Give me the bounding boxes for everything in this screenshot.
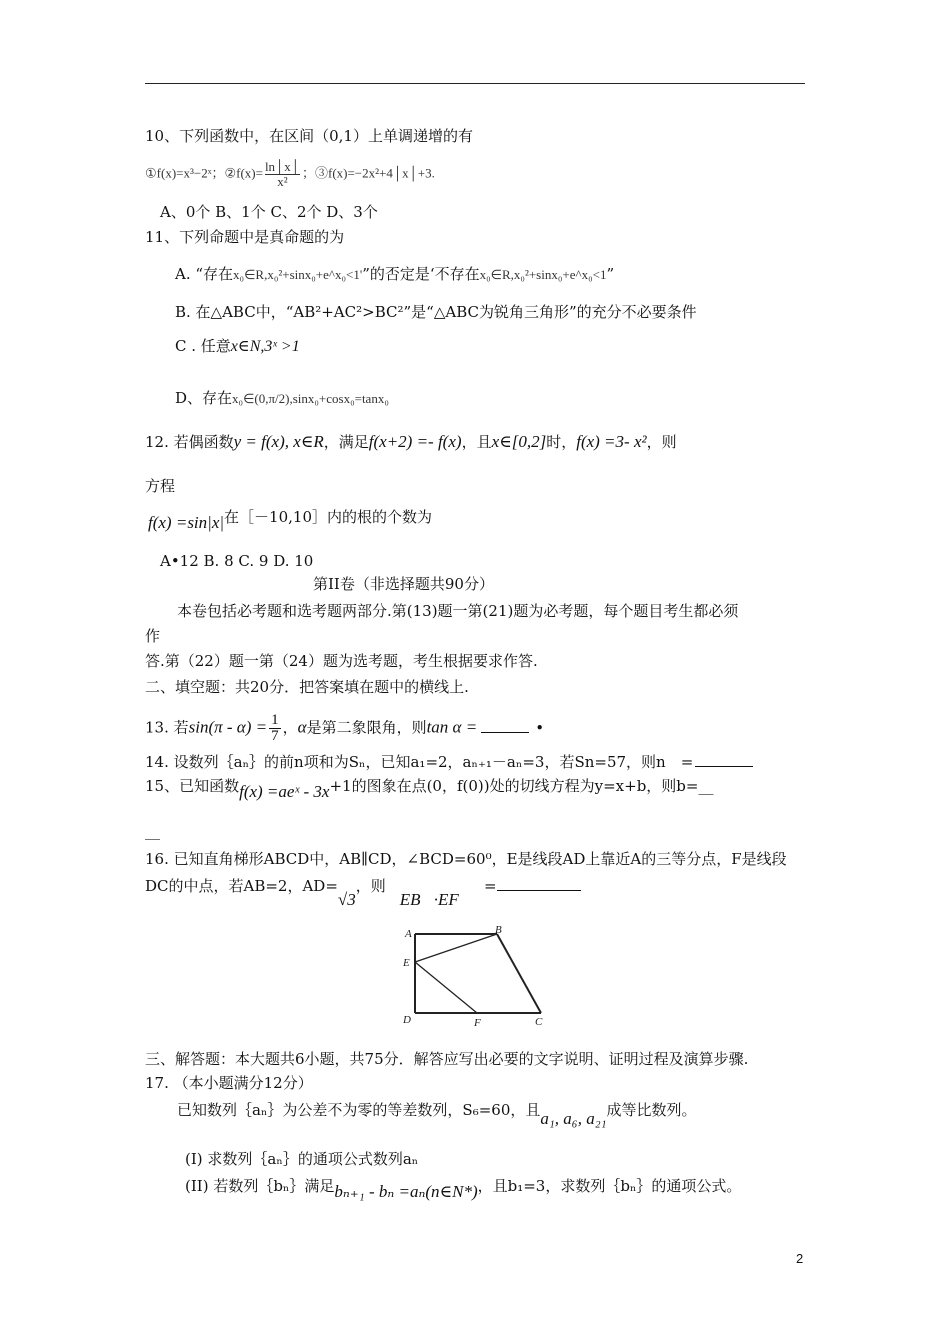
label-f: F	[474, 1017, 481, 1029]
q14-text: 14. 设数列｛aₙ｝的前n项和为Sₙ，已知a₁=2，aₙ₊₁－aₙ=3，若Sn=57，则n =	[145, 753, 694, 771]
q13-post: 是第二象限角，则	[306, 718, 427, 737]
q17-part2	[185, 1177, 742, 1201]
q17-p2-math: bₙ₊₁ - bₙ =aₙ(n∈N*)	[334, 1182, 478, 1201]
q10-frac-den: x²	[277, 174, 288, 189]
part2-heading: 第II卷（非选择题共90分）	[313, 575, 494, 593]
q12-t2: ，且	[461, 433, 492, 451]
q17-p2-pre: (II) 若数列｛bₙ｝满足	[185, 1177, 335, 1195]
q14	[145, 752, 753, 771]
q12-t1: ，满足	[323, 433, 369, 451]
part3-title: 三、解答题：本大题共6小题，共75分．解答应写出必要的文字说明、证明过程及演算步骤.	[145, 1050, 749, 1068]
q11-d-pre: D、存在	[175, 389, 233, 407]
q17-head: 17. （本小题满分12分）	[145, 1074, 313, 1092]
q11-c-pre: C . 任意	[175, 337, 231, 355]
q11-stem: 11、下列命题中是真命题的为	[145, 228, 345, 246]
page-number: 2	[796, 1251, 804, 1266]
q13-frac-den: 7	[271, 728, 279, 744]
label-b: B	[495, 924, 502, 936]
q11-a-end: ”	[606, 265, 615, 283]
segment-eb	[415, 934, 497, 962]
q17-stem-post: 成等比数列。	[606, 1101, 697, 1119]
q12-options: A•12 B. 8 C. 9 D. 10	[160, 552, 314, 570]
fill-section-title: 二、填空题：共20分．把答案填在题中的横线上.	[145, 678, 469, 696]
label-c: C	[535, 1016, 543, 1028]
q13-fraction	[269, 713, 281, 744]
label-d: D	[403, 1014, 411, 1026]
q13-alpha: α	[297, 717, 307, 737]
q16-line2	[145, 876, 581, 909]
q16-line2-post: =	[484, 877, 497, 895]
q16-sqrt: √3	[337, 890, 356, 909]
q16-line2-mid: ，则	[355, 877, 386, 895]
q12-m1: y = f(x), x∈R	[233, 432, 324, 451]
q13	[145, 713, 544, 744]
q12-m3: x∈[0,2]	[491, 432, 547, 451]
q10-funcs-a: ①f(x)=x³−2ˣ；②f(x)=	[145, 165, 263, 181]
q11-c-math: x∈N,3ˣ >1	[230, 338, 300, 355]
q11-option-b: B. 在△ABC中，“AB²+AC²>BC²”是“△ABC为锐角三角形”的充分不必要条件	[175, 303, 697, 321]
q11-a-pre: A. “存在	[175, 265, 234, 283]
q15	[145, 777, 714, 801]
q15-cont: __	[145, 822, 160, 840]
q17-part1: (I) 求数列｛aₙ｝的通项公式数列aₙ	[185, 1150, 419, 1168]
q12-line3	[148, 508, 432, 532]
segment-ef	[415, 962, 477, 1013]
q10-funcs-b: ；③f(x)=−2x²+4│x│+3.	[301, 165, 435, 181]
q13-math: sin(π - α) =	[188, 717, 268, 737]
q11-option-a	[175, 265, 614, 284]
q16-answer-blank[interactable]	[497, 876, 581, 891]
q13-answer-blank[interactable]	[481, 718, 529, 733]
q12-m4: f(x) =3- x²	[576, 432, 647, 451]
q13-frac-num: 1	[271, 712, 279, 728]
q13-tan: tan α =	[426, 717, 478, 737]
q12-pre: 12. 若偶函数	[145, 433, 234, 451]
part2-intro3: 答.第（22）题一第（24）题为选考题，考生根据要求作答.	[145, 652, 538, 670]
trapezoid-figure	[395, 922, 555, 1030]
q10-functions	[145, 160, 435, 189]
q13-pre: 13. 若	[145, 718, 189, 737]
q10-stem: 10、下列函数中，在区间（0,1）上单调递增的有	[145, 127, 473, 145]
q10-fraction	[265, 160, 300, 189]
q10-frac-num: ln│x│	[264, 159, 300, 174]
q16-line1: 16. 已知直角梯形ABCD中，AB∥CD，∠BCD=60⁰，E是线段AD上靠近A的三等分点，F是线段	[145, 850, 787, 868]
q17-stem-pre: 已知数列｛aₙ｝为公差不为零的等差数列，S₆=60，且	[177, 1101, 541, 1119]
q17-stem-math: a₁, a₆, a₂₁	[540, 1109, 607, 1128]
q11-a-mid: ”的否定是‘不存在	[362, 265, 480, 283]
q17-stem	[177, 1101, 697, 1128]
q12-line2: 方程	[145, 477, 176, 495]
q13-dot: •	[535, 718, 545, 737]
q12-m5: f(x) =sin|x|	[148, 513, 225, 532]
header-rule	[145, 83, 805, 84]
label-a: A	[405, 928, 412, 940]
q12-line3-text: 在［－10,10］内的根的个数为	[224, 508, 432, 526]
q11-d-math: x₀∈(0,π/2),sinx₀+cosx₀=tanx₀	[232, 391, 389, 406]
label-e: E	[403, 957, 410, 969]
q15-pre: 15、已知函数	[145, 777, 240, 795]
q12-line1	[145, 433, 677, 451]
q17-p2-post: ，且b₁=3，求数列｛bₙ｝的通项公式。	[477, 1177, 742, 1195]
q13-mid: ，	[282, 718, 298, 737]
segment-bc	[497, 934, 541, 1013]
q15-post: +1的图象在点(0，f(0))处的切线方程为y=x+b，则b=__	[329, 777, 714, 795]
part2-intro1: 本卷包括必考题和选考题两部分.第(13)题一第(21)题为必考题，每个题目考生都必须	[177, 602, 739, 620]
q11-option-c	[175, 337, 300, 356]
q12-t4: ，则	[646, 433, 677, 451]
q15-math: f(x) =aeˣ - 3x	[239, 782, 330, 801]
q11-a-math1: x₀∈R,x₀²+sinx₀+e^x₀<1'	[233, 267, 363, 282]
q12-t3: 时，	[546, 433, 577, 451]
q16-dot-product: EB⃗·EF⃗	[399, 890, 472, 909]
q11-a-math2: x₀∈R,x₀²+sinx₀+e^x₀<1	[479, 267, 607, 282]
q10-options: A、0个 B、1个 C、2个 D、3个	[160, 203, 378, 221]
q12-m2: f(x+2) =- f(x)	[368, 432, 462, 451]
q14-answer-blank[interactable]	[695, 752, 753, 767]
q11-option-d	[175, 389, 389, 408]
part2-intro2: 作	[145, 627, 161, 645]
q16-line2-pre: DC的中点，若AB=2，AD=	[145, 877, 338, 895]
